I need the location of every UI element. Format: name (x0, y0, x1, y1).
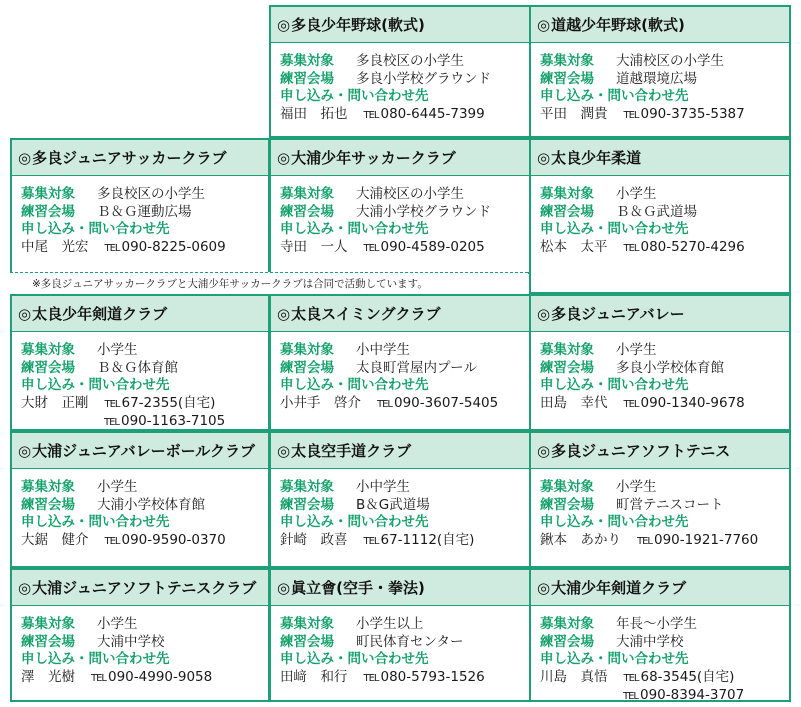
venue-label: 練習会場 (540, 70, 594, 87)
contact-person: 福田 拓也 (280, 105, 348, 122)
tel-icon: TEL (104, 535, 120, 547)
venue-value: 多良小学校体育館 (616, 359, 724, 376)
apply-label: 申し込み・問い合わせ先 (540, 377, 689, 393)
tel-icon: TEL (377, 398, 392, 410)
target-label: 募集対象 (540, 479, 594, 495)
phone-number: 67-1112(自宅) (380, 531, 475, 548)
venue-value: Ｂ＆Ｇ運動広場 (97, 203, 192, 220)
contact-person: 大財 正剛 (21, 394, 89, 411)
club-title: 多良ジュニアソフトテニス (551, 442, 731, 460)
club-title: 太良空手道クラブ (291, 442, 412, 460)
contact-person: 小井手 啓介 (280, 394, 361, 411)
club-title: 大浦ジュニアソフトテニスクラブ (32, 579, 257, 597)
apply-label: 申し込み・問い合わせ先 (21, 221, 170, 237)
venue-value: Ｂ＆Ｇ体育館 (97, 359, 178, 376)
venue-row (280, 204, 529, 222)
venue-row (280, 634, 529, 652)
target-value: 多良校区の小学生 (356, 53, 464, 69)
apply-label: 申し込み・問い合わせ先 (540, 221, 689, 237)
venue-label: 練習会場 (540, 633, 594, 650)
target-row (540, 53, 789, 71)
club-name (12, 296, 268, 332)
venue-row (540, 71, 789, 89)
phone-number: 67-2355(自宅) (121, 394, 216, 411)
club-details (271, 176, 529, 257)
venue-label: 練習会場 (21, 359, 75, 376)
club-details (12, 606, 268, 687)
target-row (21, 342, 268, 360)
target-value: 小学生 (97, 342, 138, 358)
tel-icon: TEL (623, 691, 638, 702)
circle-mark-icon: ◎ (277, 578, 291, 597)
tel-icon: TEL (623, 672, 639, 684)
venue-label: 練習会場 (540, 203, 594, 220)
tel-icon: TEL (104, 417, 119, 428)
venue-value: B＆G武道場 (356, 496, 430, 513)
target-label: 募集対象 (280, 186, 334, 202)
phone-number: 090-9590-0370 (121, 531, 226, 548)
target-label: 募集対象 (21, 616, 75, 632)
club-details (12, 332, 268, 432)
target-row (21, 616, 268, 634)
contact-row (21, 239, 268, 258)
phone-number: 090-1921-7760 (654, 531, 759, 548)
club-details (531, 176, 789, 257)
club-details (271, 606, 529, 687)
apply-label: 申し込み・問い合わせ先 (540, 88, 689, 104)
club-name (531, 570, 789, 606)
contact-row (280, 395, 529, 414)
club-title: 大浦少年剣道クラブ (551, 579, 687, 597)
target-row (540, 479, 789, 497)
contact-row (540, 395, 789, 414)
venue-row (540, 497, 789, 515)
target-row (540, 342, 789, 360)
club-title: 大浦少年サッカークラブ (291, 149, 456, 167)
club-title: 大浦ジュニアバレーボールクラブ (32, 442, 255, 460)
phone-number: 090-3735-5387 (640, 105, 745, 122)
club-card (269, 294, 531, 431)
tel-icon: TEL (104, 398, 120, 410)
venue-value: 多良小学校グラウンド (356, 70, 491, 87)
contact-row (540, 239, 789, 258)
target-label: 募集対象 (540, 616, 594, 632)
contact-person: 寺田 一人 (280, 238, 348, 255)
club-name (271, 296, 529, 332)
club-card (529, 5, 791, 138)
contact-row (280, 532, 529, 551)
venue-label: 練習会場 (540, 496, 594, 513)
apply-label: 申し込み・問い合わせ先 (280, 651, 429, 667)
tel-icon: TEL (363, 109, 379, 121)
contact-person: 平田 潤貴 (540, 105, 608, 122)
club-card (529, 568, 791, 702)
venue-row (280, 71, 529, 89)
contact-row (280, 669, 529, 688)
venue-label: 練習会場 (540, 359, 594, 376)
target-label: 募集対象 (21, 342, 75, 358)
target-label: 募集対象 (21, 479, 75, 495)
club-title: 太良少年柔道 (551, 149, 642, 167)
target-row (540, 616, 789, 634)
target-value: 大浦校区の小学生 (356, 186, 464, 202)
venue-row (540, 634, 789, 652)
phone-number: 090-8225-0609 (121, 238, 226, 255)
club-name (271, 570, 529, 606)
venue-value: 大浦中学校 (97, 633, 165, 650)
phone-number: 080-5270-4296 (640, 238, 745, 255)
apply-label: 申し込み・問い合わせ先 (540, 514, 689, 530)
target-value: 小学生 (616, 479, 657, 495)
club-title: 太良スイミングクラブ (291, 305, 441, 323)
club-name (12, 140, 268, 176)
circle-mark-icon: ◎ (537, 578, 551, 597)
tel-icon: TEL (623, 242, 639, 254)
club-name (271, 433, 529, 469)
venue-value: 道越環境広場 (616, 70, 697, 87)
club-name (531, 433, 789, 469)
apply-label: 申し込み・問い合わせ先 (21, 651, 170, 667)
target-value: 小学生以上 (356, 616, 424, 632)
venue-label: 練習会場 (280, 633, 334, 650)
club-card (10, 138, 270, 274)
target-label: 募集対象 (540, 186, 594, 202)
contact-person: 鍬本 あかり (540, 531, 621, 548)
venue-label: 練習会場 (280, 70, 334, 87)
joint-activity-note: ※多良ジュニアサッカークラブと大浦少年サッカークラブは合同で活動しています。 (10, 272, 528, 294)
contact-row (21, 669, 268, 688)
club-card (269, 5, 531, 138)
contact-row-2 (540, 687, 789, 706)
club-title: 眞立會(空手・拳法) (291, 579, 425, 597)
target-value: 小中学生 (356, 479, 410, 495)
club-details (271, 43, 529, 124)
venue-row (21, 497, 268, 515)
phone-number: 080-6445-7399 (380, 105, 485, 122)
target-row (280, 616, 529, 634)
venue-value: Ｂ＆Ｇ武道場 (616, 203, 697, 220)
target-value: 小学生 (616, 186, 657, 202)
club-details (531, 43, 789, 124)
venue-row (540, 204, 789, 222)
venue-value: 大浦小学校体育館 (97, 496, 205, 513)
circle-mark-icon: ◎ (277, 304, 291, 323)
target-row (280, 342, 529, 360)
target-label: 募集対象 (21, 186, 75, 202)
club-card (269, 138, 531, 274)
target-label: 募集対象 (280, 616, 334, 632)
apply-label: 申し込み・問い合わせ先 (21, 377, 170, 393)
phone-number-2: 090-8394-3707 (640, 687, 745, 703)
club-details (12, 469, 268, 550)
circle-mark-icon: ◎ (18, 148, 32, 167)
apply-label: 申し込み・問い合わせ先 (280, 88, 429, 104)
club-details (531, 469, 789, 550)
venue-row (21, 204, 268, 222)
circle-mark-icon: ◎ (537, 15, 551, 34)
phone-number: 090-1340-9678 (640, 394, 745, 411)
contact-person: 松本 太平 (540, 238, 608, 255)
club-card (10, 568, 270, 702)
target-value: 多良校区の小学生 (97, 186, 205, 202)
club-title: 多良ジュニアサッカークラブ (32, 149, 227, 167)
club-name (531, 7, 789, 43)
target-value: 大浦校区の小学生 (616, 53, 724, 69)
venue-label: 練習会場 (21, 496, 75, 513)
apply-label: 申し込み・問い合わせ先 (280, 221, 429, 237)
contact-person: 澤 光樹 (21, 668, 75, 685)
club-title: 太良少年剣道クラブ (32, 305, 168, 323)
contact-person: 大鋸 健介 (21, 531, 89, 548)
club-card (10, 431, 270, 568)
club-name (12, 570, 268, 606)
apply-label: 申し込み・問い合わせ先 (280, 514, 429, 530)
club-name (531, 296, 789, 332)
venue-row (21, 634, 268, 652)
target-row (21, 186, 268, 204)
contact-person: 田﨑 和行 (280, 668, 348, 685)
target-value: 小中学生 (356, 342, 410, 358)
club-name (271, 140, 529, 176)
club-title: 多良少年野球(軟式) (291, 16, 425, 34)
club-details (271, 332, 529, 413)
venue-value: 大浦中学校 (616, 633, 684, 650)
target-label: 募集対象 (280, 479, 334, 495)
contact-row-2 (21, 413, 268, 432)
target-value: 小学生 (97, 616, 138, 632)
target-value: 年長～小学生 (616, 616, 697, 632)
club-details (531, 606, 789, 706)
contact-row (540, 106, 789, 125)
target-label: 募集対象 (280, 53, 334, 69)
club-name (531, 140, 789, 176)
contact-row (280, 106, 529, 125)
phone-number: 68-3545(自宅) (640, 668, 735, 685)
circle-mark-icon: ◎ (277, 15, 291, 34)
venue-label: 練習会場 (280, 496, 334, 513)
apply-label: 申し込み・問い合わせ先 (540, 651, 689, 667)
club-card (269, 431, 531, 568)
venue-value: 大浦小学校グラウンド (356, 203, 491, 220)
tel-icon: TEL (623, 109, 639, 121)
circle-mark-icon: ◎ (18, 304, 32, 323)
contact-row (280, 239, 529, 258)
club-card (529, 294, 791, 431)
circle-mark-icon: ◎ (537, 304, 551, 323)
contact-row (540, 532, 789, 551)
venue-row (21, 360, 268, 378)
tel-icon: TEL (623, 398, 639, 410)
club-name (271, 7, 529, 43)
club-card (529, 431, 791, 568)
club-title: 道越少年野球(軟式) (551, 16, 685, 34)
contact-person: 田島 幸代 (540, 394, 608, 411)
target-label: 募集対象 (540, 53, 594, 69)
venue-value: 町営テニスコート (616, 496, 724, 513)
circle-mark-icon: ◎ (277, 148, 291, 167)
club-details (271, 469, 529, 550)
apply-label: 申し込み・問い合わせ先 (21, 514, 170, 530)
contact-row (540, 669, 789, 688)
club-details (531, 332, 789, 413)
venue-value: 太良町営屋内プール (356, 359, 477, 376)
circle-mark-icon: ◎ (537, 148, 551, 167)
venue-label: 練習会場 (280, 359, 334, 376)
venue-row (280, 360, 529, 378)
target-value: 小学生 (616, 342, 657, 358)
phone-number: 090-4990-9058 (108, 668, 213, 685)
target-row (280, 479, 529, 497)
venue-label: 練習会場 (280, 203, 334, 220)
circle-mark-icon: ◎ (18, 578, 32, 597)
tel-icon: TEL (363, 672, 379, 684)
venue-row (280, 497, 529, 515)
phone-number: 080-5793-1526 (380, 668, 485, 685)
apply-label: 申し込み・問い合わせ先 (280, 377, 429, 393)
venue-label: 練習会場 (21, 203, 75, 220)
club-card (529, 138, 791, 294)
club-details (12, 176, 268, 257)
tel-icon: TEL (91, 672, 106, 684)
contact-person: 中尾 光宏 (21, 238, 89, 255)
phone-number: 090-4589-0205 (380, 238, 485, 255)
club-title: 多良ジュニアバレー (551, 305, 685, 323)
circle-mark-icon: ◎ (277, 441, 291, 460)
tel-icon: TEL (637, 535, 652, 547)
club-name (12, 433, 268, 469)
tel-icon: TEL (363, 535, 379, 547)
target-row (280, 53, 529, 71)
contact-row (21, 532, 268, 551)
contact-person: 川島 真悟 (540, 668, 608, 685)
target-row (21, 479, 268, 497)
circle-mark-icon: ◎ (18, 441, 32, 460)
tel-icon: TEL (104, 242, 120, 254)
circle-mark-icon: ◎ (537, 441, 551, 460)
target-row (280, 186, 529, 204)
club-card (269, 568, 531, 702)
contact-row (21, 395, 268, 414)
venue-row (540, 360, 789, 378)
contact-person: 針崎 政喜 (280, 531, 348, 548)
target-label: 募集対象 (540, 342, 594, 358)
target-row (540, 186, 789, 204)
target-label: 募集対象 (280, 342, 334, 358)
venue-label: 練習会場 (21, 633, 75, 650)
tel-icon: TEL (363, 242, 379, 254)
target-value: 小学生 (97, 479, 138, 495)
club-card (10, 294, 270, 431)
venue-value: 町民体育センター (356, 633, 464, 650)
phone-number-2: 090-1163-7105 (121, 413, 226, 429)
phone-number: 090-3607-5405 (394, 394, 499, 411)
